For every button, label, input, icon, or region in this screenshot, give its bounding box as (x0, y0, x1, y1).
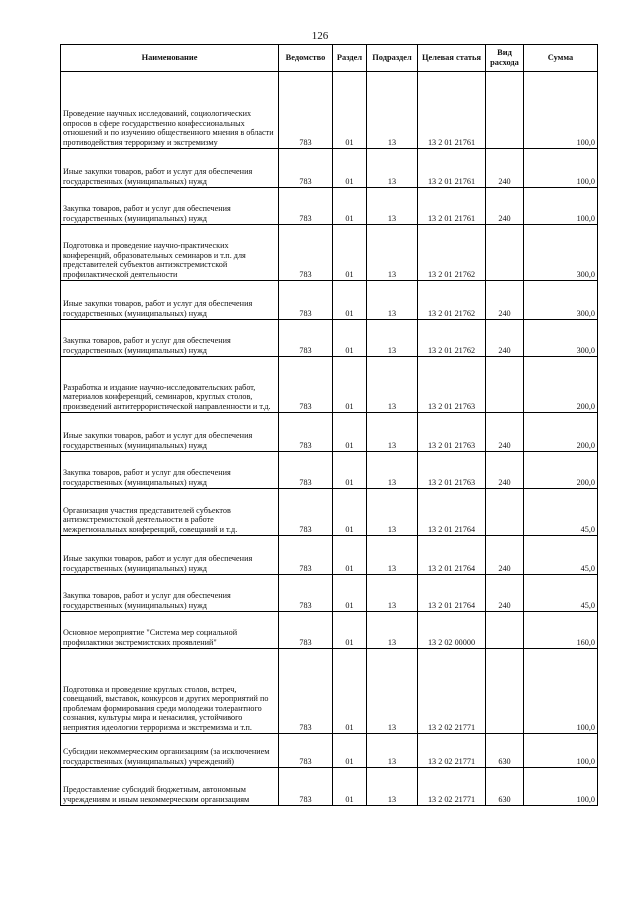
cell-dept: 783 (279, 452, 333, 489)
cell-sum: 200,0 (524, 452, 598, 489)
cell-exp-type: 240 (486, 281, 524, 320)
cell-sum: 45,0 (524, 489, 598, 536)
cell-dept: 783 (279, 612, 333, 649)
table-row (61, 149, 598, 188)
cell-name: Закупка товаров, работ и услуг для обеспечения государственных (муниципальных) нужд (61, 188, 279, 225)
cell-target: 13 2 02 21771 (418, 768, 486, 806)
cell-subsection: 13 (367, 536, 418, 575)
header-target: Целевая статья (418, 45, 486, 72)
cell-sum: 100,0 (524, 734, 598, 768)
cell-target: 13 2 01 21761 (418, 188, 486, 225)
cell-dept: 783 (279, 281, 333, 320)
cell-sum: 100,0 (524, 649, 598, 734)
cell-exp-type (486, 72, 524, 149)
cell-sum: 300,0 (524, 225, 598, 281)
cell-name: Иные закупки товаров, работ и услуг для обеспечения государственных (муниципальных) нужд (61, 281, 279, 320)
cell-dept: 783 (279, 536, 333, 575)
table-row (61, 357, 598, 413)
cell-subsection: 13 (367, 768, 418, 806)
cell-subsection: 13 (367, 188, 418, 225)
cell-target: 13 2 01 21762 (418, 320, 486, 357)
cell-sum: 100,0 (524, 72, 598, 149)
table-row (61, 452, 598, 489)
cell-sum: 200,0 (524, 413, 598, 452)
cell-target: 13 2 02 00000 (418, 612, 486, 649)
header-section: Раздел (333, 45, 367, 72)
cell-dept: 783 (279, 320, 333, 357)
cell-target: 13 2 01 21761 (418, 149, 486, 188)
cell-name: Закупка товаров, работ и услуг для обеспечения государственных (муниципальных) нужд (61, 320, 279, 357)
cell-exp-type (486, 649, 524, 734)
cell-sum: 200,0 (524, 357, 598, 413)
page-number: 126 (311, 30, 329, 42)
cell-exp-type (486, 357, 524, 413)
cell-dept: 783 (279, 188, 333, 225)
cell-name: Подготовка и проведение научно-практических конференций, образовательных семинаров и т.п. для представителей субъектов антиэкстремистской профилактической деятельности (61, 225, 279, 281)
cell-dept: 783 (279, 489, 333, 536)
cell-name: Подготовка и проведение круглых столов, встреч, совещаний, выставок, конкурсов и других мероприятий по проблемам формирования среди молодежи толерантного сознания, культуры мира и ненасилия, устойчивого неприятия идеологии терроризма и экстремизма и т.п. (61, 649, 279, 734)
cell-subsection: 13 (367, 320, 418, 357)
cell-exp-type: 630 (486, 768, 524, 806)
cell-dept: 783 (279, 575, 333, 612)
table-header-row (61, 45, 598, 72)
header-name: Наименование (61, 45, 279, 72)
cell-sum: 160,0 (524, 612, 598, 649)
cell-exp-type: 240 (486, 575, 524, 612)
cell-name: Предоставление субсидий бюджетным, автономным учреждениям и иным некоммерческим организациям (61, 768, 279, 806)
cell-subsection: 13 (367, 575, 418, 612)
cell-subsection: 13 (367, 149, 418, 188)
cell-subsection: 13 (367, 413, 418, 452)
cell-sum: 300,0 (524, 320, 598, 357)
cell-sum: 300,0 (524, 281, 598, 320)
cell-dept: 783 (279, 734, 333, 768)
cell-name: Закупка товаров, работ и услуг для обеспечения государственных (муниципальных) нужд (61, 575, 279, 612)
cell-name: Организация участия представителей субъектов антиэкстремистской деятельности в работе межрегиональных конференций, совещаний и т.д. (61, 489, 279, 536)
cell-subsection: 13 (367, 612, 418, 649)
cell-name: Субсидии некоммерческим организациям (за исключением государственных (муниципальных) учреждений) (61, 734, 279, 768)
header-dept: Ведомство (279, 45, 333, 72)
cell-section: 01 (333, 768, 367, 806)
cell-name: Иные закупки товаров, работ и услуг для обеспечения государственных (муниципальных) нужд (61, 536, 279, 575)
cell-exp-type: 240 (486, 536, 524, 575)
table-row (61, 72, 598, 149)
cell-dept: 783 (279, 225, 333, 281)
header-exp-type: Вид расхода (486, 45, 524, 72)
cell-dept: 783 (279, 413, 333, 452)
cell-section: 01 (333, 149, 367, 188)
cell-exp-type: 240 (486, 188, 524, 225)
cell-target: 13 2 01 21763 (418, 413, 486, 452)
cell-exp-type (486, 612, 524, 649)
cell-section: 01 (333, 188, 367, 225)
cell-target: 13 2 01 21764 (418, 575, 486, 612)
cell-sum: 45,0 (524, 575, 598, 612)
cell-name: Разработка и издание научно-исследовательских работ, материалов конференций, семинаров, круглых столов, произведений антитеррористической направленности и т.д. (61, 357, 279, 413)
cell-target: 13 2 02 21771 (418, 734, 486, 768)
cell-name: Иные закупки товаров, работ и услуг для обеспечения государственных (муниципальных) нужд (61, 413, 279, 452)
cell-target: 13 2 01 21763 (418, 357, 486, 413)
table-row (61, 225, 598, 281)
cell-sum: 45,0 (524, 536, 598, 575)
cell-section: 01 (333, 649, 367, 734)
cell-subsection: 13 (367, 489, 418, 536)
cell-sum: 100,0 (524, 149, 598, 188)
cell-target: 13 2 01 21763 (418, 452, 486, 489)
cell-sum: 100,0 (524, 768, 598, 806)
cell-exp-type: 630 (486, 734, 524, 768)
table-row (61, 612, 598, 649)
cell-target: 13 2 01 21761 (418, 72, 486, 149)
cell-name: Проведение научных исследований, социологических опросов в сфере государственно конфессиональных отношений и по изучению общественного мнения в области противодействия терроризму и экстремизму (61, 72, 279, 149)
cell-section: 01 (333, 225, 367, 281)
table-row (61, 489, 598, 536)
cell-exp-type: 240 (486, 452, 524, 489)
cell-target: 13 2 01 21764 (418, 489, 486, 536)
cell-section: 01 (333, 281, 367, 320)
table-row (61, 281, 598, 320)
cell-subsection: 13 (367, 281, 418, 320)
table-row (61, 413, 598, 452)
table-row (61, 649, 598, 734)
cell-target: 13 2 01 21764 (418, 536, 486, 575)
cell-name: Иные закупки товаров, работ и услуг для обеспечения государственных (муниципальных) нужд (61, 149, 279, 188)
cell-section: 01 (333, 575, 367, 612)
table-row (61, 768, 598, 806)
cell-exp-type: 240 (486, 149, 524, 188)
table-row (61, 320, 598, 357)
cell-exp-type: 240 (486, 320, 524, 357)
table-row (61, 734, 598, 768)
cell-section: 01 (333, 413, 367, 452)
cell-section: 01 (333, 536, 367, 575)
cell-subsection: 13 (367, 649, 418, 734)
cell-section: 01 (333, 734, 367, 768)
table-row (61, 575, 598, 612)
cell-dept: 783 (279, 357, 333, 413)
cell-name: Закупка товаров, работ и услуг для обеспечения государственных (муниципальных) нужд (61, 452, 279, 489)
cell-subsection: 13 (367, 452, 418, 489)
cell-name: Основное мероприятие "Система мер социальной профилактики экстремистских проявлений" (61, 612, 279, 649)
cell-sum: 100,0 (524, 188, 598, 225)
cell-exp-type (486, 225, 524, 281)
cell-subsection: 13 (367, 734, 418, 768)
header-subsection: Подраздел (367, 45, 418, 72)
cell-subsection: 13 (367, 225, 418, 281)
cell-dept: 783 (279, 649, 333, 734)
cell-dept: 783 (279, 768, 333, 806)
cell-subsection: 13 (367, 357, 418, 413)
header-sum: Сумма (524, 45, 598, 72)
cell-section: 01 (333, 452, 367, 489)
cell-dept: 783 (279, 72, 333, 149)
cell-subsection: 13 (367, 72, 418, 149)
budget-table (60, 44, 598, 806)
cell-exp-type (486, 489, 524, 536)
cell-target: 13 2 01 21762 (418, 225, 486, 281)
cell-dept: 783 (279, 149, 333, 188)
cell-section: 01 (333, 489, 367, 536)
cell-exp-type: 240 (486, 413, 524, 452)
cell-target: 13 2 01 21762 (418, 281, 486, 320)
cell-section: 01 (333, 320, 367, 357)
table-row (61, 536, 598, 575)
table-row (61, 188, 598, 225)
cell-section: 01 (333, 72, 367, 149)
cell-section: 01 (333, 357, 367, 413)
table-body (61, 72, 598, 806)
cell-target: 13 2 02 21771 (418, 649, 486, 734)
cell-section: 01 (333, 612, 367, 649)
